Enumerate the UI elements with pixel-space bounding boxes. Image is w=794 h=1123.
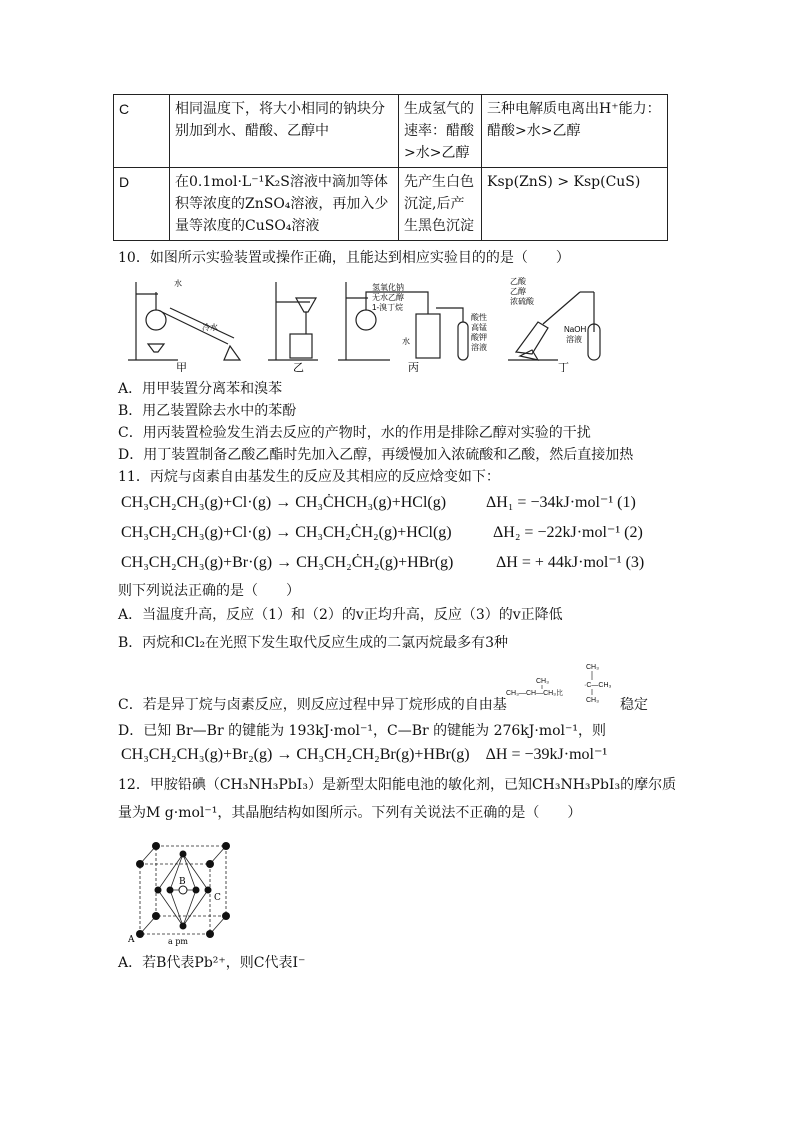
- q11-equation-1: CH₃CH₂CH₃(g)+Cl·(g) → CH₃ĊHCH₃(g)+HCl(g): [121, 494, 447, 511]
- row-conclusion: 三种电解质电离出H⁺能力：醋酸>水>乙醇: [482, 95, 668, 168]
- radical-top-ch3: CH₃: [586, 664, 599, 671]
- label-ethanol: 乙醇: [510, 287, 526, 296]
- q10-option-d: D．用丁装置制备乙酸乙酯时先加入乙醇，再缓慢加入浓硫酸和乙酸，然后直接加热: [118, 447, 634, 463]
- label-kmno4-2: 高锰: [471, 323, 487, 332]
- q10-option-b: B．用乙装置除去水中的苯酚: [118, 403, 297, 419]
- q10-stem: 10．如图所示实验装置或操作正确，且能达到相应实验目的的是（ ）: [118, 250, 570, 266]
- label-reagent-ethanol: 无水乙醇: [372, 293, 404, 302]
- label-yi: 乙: [293, 361, 304, 372]
- label-kmno4-3: 酸钾: [471, 333, 487, 342]
- q11-equation-2: CH₃CH₂CH₃(g)+Cl·(g) → CH₃CH₂ĊH₂(g)+HCl(g): [121, 524, 452, 541]
- label-C: C: [214, 893, 221, 903]
- row-key: D: [114, 168, 170, 241]
- row-conclusion: Ksp(ZnS) > Ksp(CuS): [482, 168, 668, 241]
- q12-option-a: A．若B代表Pb²⁺，则C代表I⁻: [118, 955, 306, 971]
- radical-bottom-ch3: CH₃: [586, 697, 599, 703]
- label-B: B: [179, 877, 186, 887]
- label-water-bing: 水: [402, 337, 410, 346]
- q10-option-a: A．用甲装置分离苯和溴苯: [118, 381, 283, 397]
- label-A: A: [128, 935, 135, 945]
- label-bing: 丙: [408, 361, 419, 372]
- q11-enthalpy-2: ΔH₂ = −22kJ·mol⁻¹ (2): [493, 524, 643, 541]
- q11-option-d-equation: CH₃CH₂CH₃(g)+Br₂(g) → CH₃CH₂CH₂Br(g)+HBr(g) ΔH = −39kJ·mol⁻¹: [121, 746, 608, 763]
- radical-chain: CH₃—CH—CH₃比: [506, 690, 564, 697]
- q12-stem-line1: 12．甲胺铅碘（CH₃NH₃PbI₃）是新型太阳能电池的敏化剂，已知CH₃NH₃PbI₃的摩尔质: [118, 777, 677, 793]
- label-sulfuric-acid: 浓硫酸: [510, 297, 534, 306]
- radical-mid-ch3: CH₃: [536, 678, 549, 685]
- q11-option-b: B．丙烷和Cl₂在光照下发生取代反应生成的二氯丙烷最多有3种: [118, 635, 508, 651]
- label-acetic-acid: 乙酸: [510, 277, 526, 286]
- q11-question: 则下列说法正确的是（ ）: [118, 583, 300, 599]
- label-kmno4-1: 酸性: [471, 313, 487, 322]
- label-kmno4-4: 溶液: [471, 343, 487, 352]
- label-reagent-naoh: 氢氧化钠: [372, 283, 404, 292]
- label-water: 水: [174, 279, 182, 288]
- q10-option-c: C．用丙装置检验发生消去反应的产物时，水的作用是排除乙醇对实验的干扰: [118, 425, 591, 441]
- row-operation: 相同温度下，将大小相同的钠块分别加到水、醋酸、乙醇中: [170, 95, 399, 168]
- isobutyl-radical-structure: [506, 661, 618, 703]
- label-naoh: NaOH: [564, 325, 587, 334]
- q11-enthalpy-3: ΔH = + 44kJ·mol⁻¹ (3): [496, 554, 645, 571]
- q11-option-d-line1: D．已知 Br—Br 的键能为 193kJ·mol⁻¹，C—Br 的键能为 276kJ·mol⁻¹，则: [118, 723, 607, 739]
- q11-option-a: A．当温度升高，反应（1）和（2）的v正均升高，反应（3）的v正降低: [118, 607, 563, 623]
- q10-apparatus-figure: [118, 272, 618, 372]
- table-row: [114, 95, 668, 168]
- row-operation: 在0.1mol·L⁻¹K₂S溶液中滴加等体积等浓度的ZnSO₄溶液，再加入少量等浓度的CuSO₄溶液: [170, 168, 399, 241]
- label-cold-water: 冷水: [202, 323, 218, 332]
- row-phenomenon: 先产生白色沉淀,后产生黑色沉淀: [399, 168, 482, 241]
- q11-enthalpy-1: ΔH₁ = −34kJ·mol⁻¹ (1): [486, 494, 636, 511]
- q12-stem-line2: 量为M g·mol⁻¹，其晶胞结构如图所示。下列有关说法不正确的是（ ）: [118, 805, 582, 821]
- row-phenomenon: 生成氢气的速率：醋酸>水>乙醇: [399, 95, 482, 168]
- label-edge: a pm: [168, 937, 189, 946]
- label-naoh-solution: 溶液: [566, 335, 582, 344]
- q11-option-c-suffix: 稳定: [620, 697, 648, 713]
- radical-center: ·C—CH₃: [584, 682, 612, 689]
- experiment-table: [113, 94, 668, 241]
- q11-equation-3: CH₃CH₂CH₃(g)+Br·(g) → CH₃CH₂ĊH₂(g)+HBr(g): [121, 554, 454, 571]
- label-reagent-bromobutane: 1-溴丁烷: [372, 303, 404, 312]
- q11-stem: 11．丙烷与卤素自由基发生的反应及其相应的反应焓变如下：: [118, 469, 500, 485]
- q11-option-c-prefix: C．若是异丁烷与卤素反应，则反应过程中异丁烷形成的自由基: [118, 697, 507, 713]
- label-jia: 甲: [176, 361, 187, 372]
- table-row: [114, 168, 668, 241]
- label-ding: 丁: [558, 361, 569, 372]
- row-key: C: [114, 95, 170, 168]
- crystal-cell-figure: [128, 834, 230, 946]
